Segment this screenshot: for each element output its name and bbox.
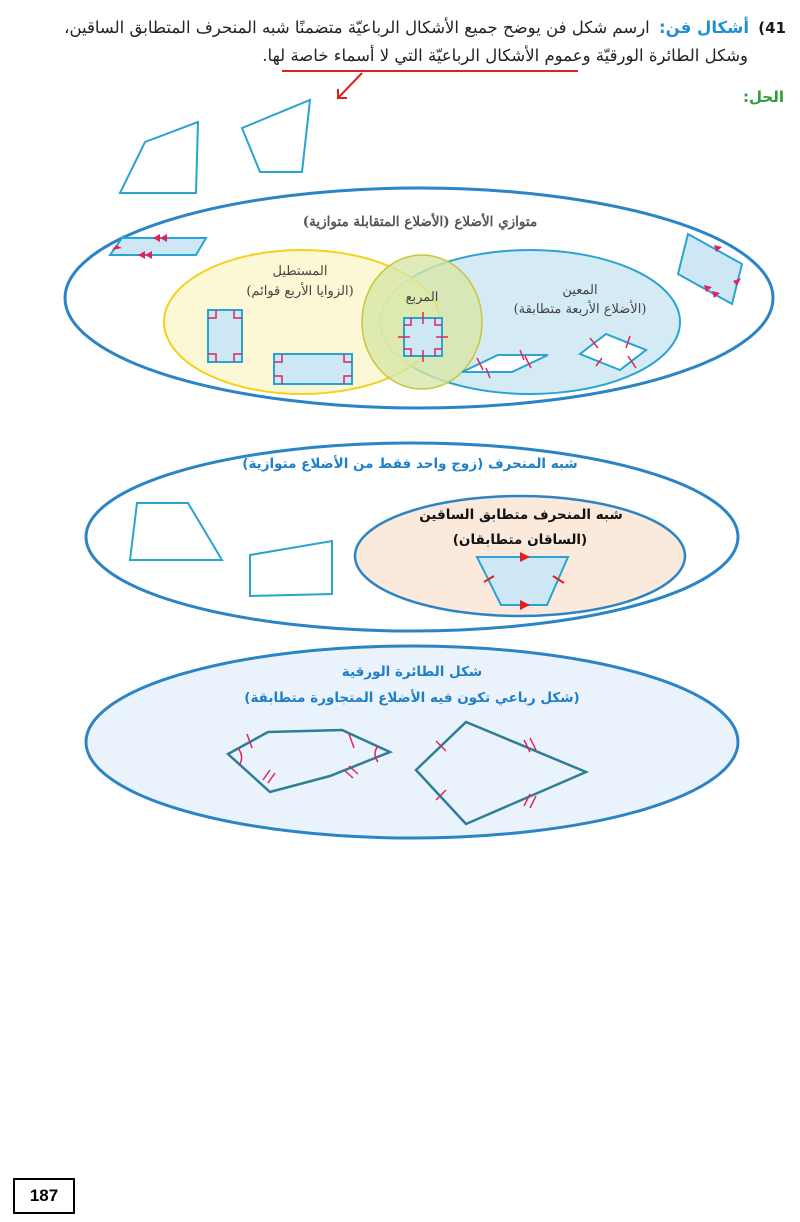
- rectangle-desc: (الزوايا الأربع قوائم): [246, 284, 354, 299]
- kite-desc: (شكل رباعي تكون فيه الأضلاع المتجاورة متطابقة): [244, 690, 580, 706]
- question-label: أشكال فن:: [659, 18, 750, 37]
- parallelogram-title: متوازي الأضلاع (الأضلاع المتقابلة متوازية): [302, 214, 538, 230]
- square-title: المربع: [405, 290, 439, 305]
- isosceles-trapezoid-desc: (الساقان متطابقان): [452, 532, 588, 548]
- general-quadrilateral-2: [242, 100, 310, 172]
- rhombus-desc: (الأضلاع الأربعة متطابقة): [513, 302, 647, 317]
- question-line-1: ارسم شكل فن يوضح جميع الأشكال الرباعيّة متضمنًا شبه المنحرف المتطابق الساقين،: [64, 18, 650, 37]
- question-line-2: وشكل الطائرة الورقيّة وعموم الأشكال الرباعيّة التي لا أسماء خاصة لها.: [262, 46, 748, 65]
- rectangle-title: المستطيل: [272, 264, 328, 279]
- page-number: 187: [13, 1178, 75, 1214]
- trapezoid-title: شبه المنحرف (زوج واحد فقط من الأضلاع متوازية): [242, 456, 578, 472]
- square-shape: [398, 312, 448, 362]
- general-quadrilateral-1: [120, 122, 198, 193]
- isosceles-trapezoid-title: شبه المنحرف متطابق الساقين: [419, 507, 623, 523]
- question-number: 41): [758, 19, 786, 37]
- annotation-arrow: [282, 71, 578, 98]
- rectangle-shape-horizontal: [274, 354, 352, 384]
- kite-title: شكل الطائرة الورقية: [341, 664, 483, 680]
- solution-label: الحل:: [743, 88, 784, 106]
- parallelogram-shape-left: [110, 234, 206, 259]
- rectangle-shape-vertical: [208, 310, 242, 362]
- rhombus-title: المعين: [562, 283, 598, 298]
